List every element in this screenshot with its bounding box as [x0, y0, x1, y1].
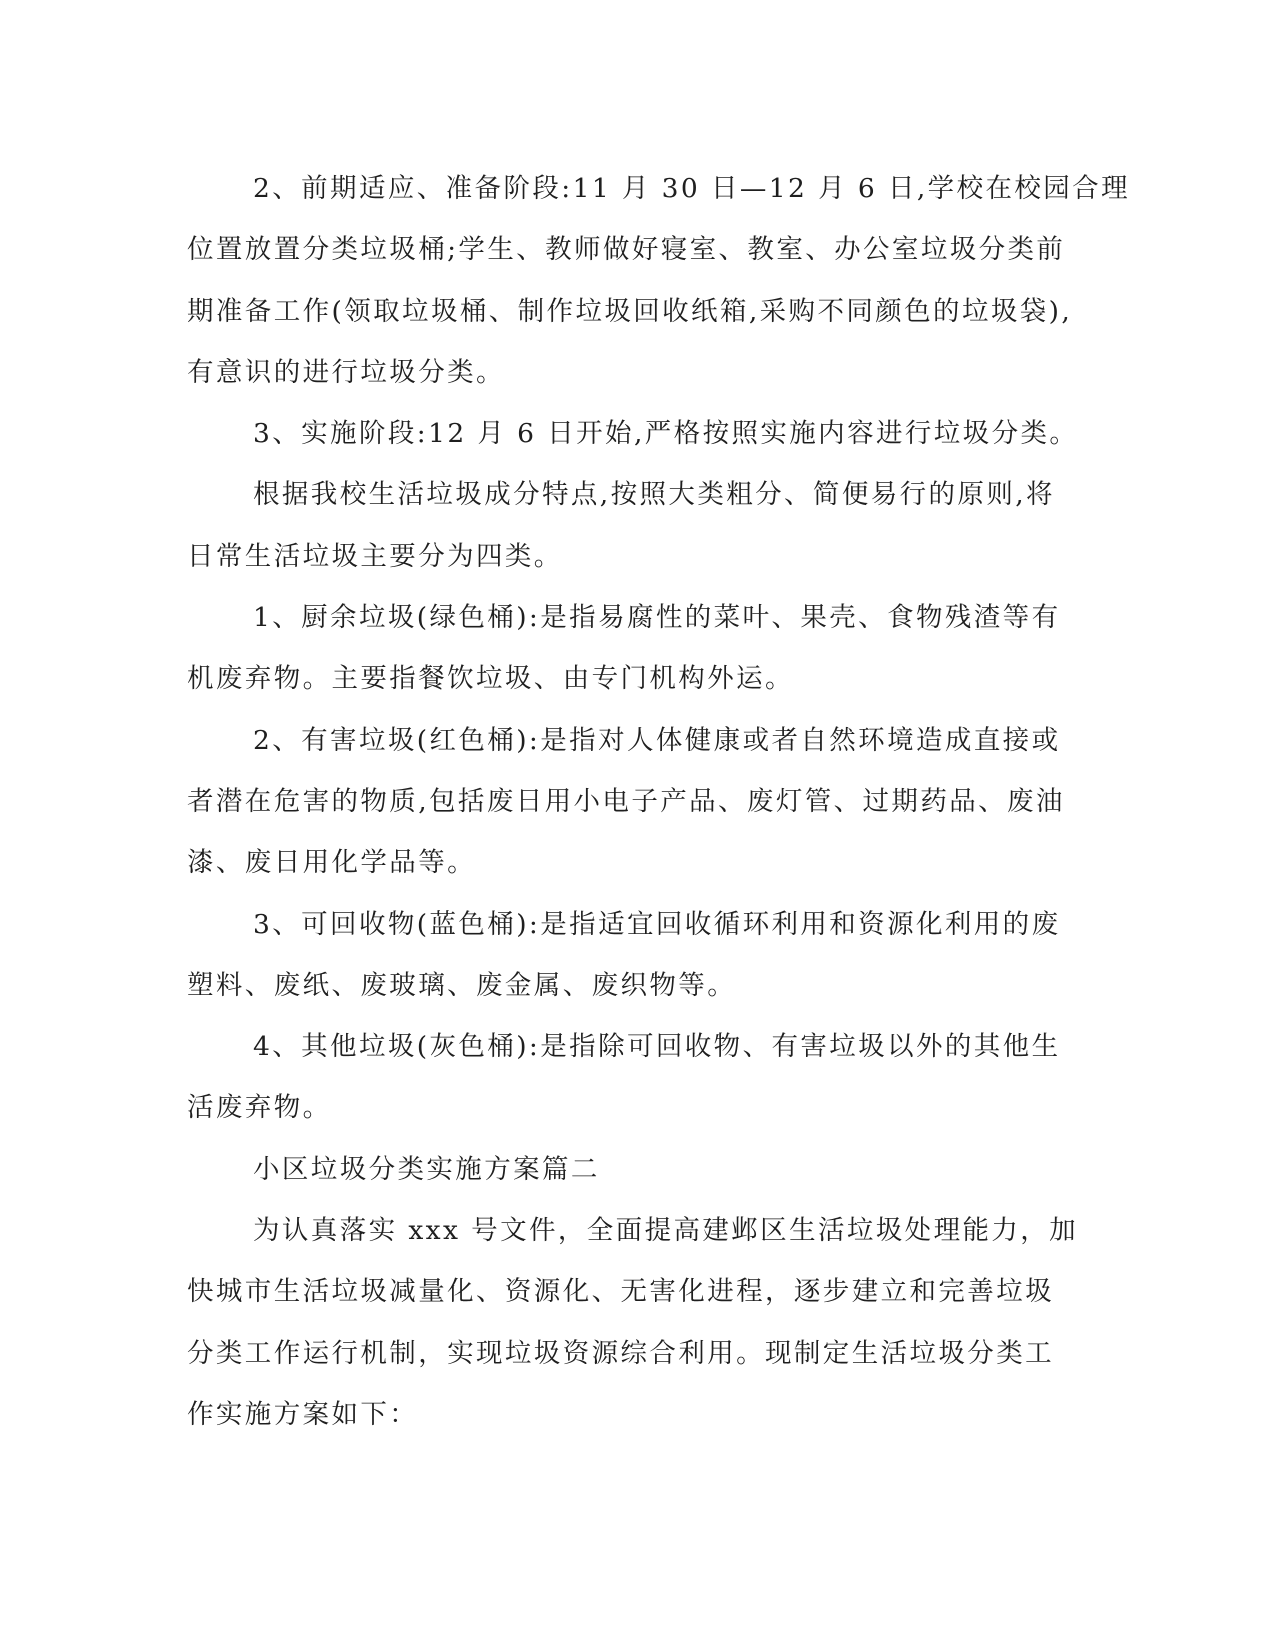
- text-line: 1、厨余垃圾(绿色桶):是指易腐性的菜叶、果壳、食物残渣等有: [253, 602, 1061, 634]
- text-line: 作实施方案如下：: [187, 1398, 419, 1430]
- text-line: 期准备工作(领取垃圾桶、制作垃圾回收纸箱,采购不同颜色的垃圾袋),: [187, 295, 1073, 327]
- section-heading: [187, 1139, 1082, 1200]
- paragraph-kitchen-waste: [187, 587, 1082, 710]
- text-line: 2、前期适应、准备阶段:11 月 30 日—12 月 6 日,学校在校园合理: [253, 173, 1130, 204]
- text-line: 有意识的进行垃圾分类。: [187, 356, 505, 388]
- text-line: 者潜在危害的物质,包括废日用小电子产品、废灯管、过期药品、废油: [187, 785, 1065, 817]
- text-line: 2、有害垃圾(红色桶):是指对人体健康或者自然环境造成直接或: [253, 724, 1061, 756]
- paragraph-hazardous-waste: [187, 710, 1082, 894]
- text-line: 日常生活垃圾主要分为四类。: [187, 540, 563, 572]
- paragraph-other-waste: [187, 1016, 1082, 1139]
- text-line: 3、可回收物(蓝色桶):是指适宜回收循环利用和资源化利用的废: [253, 908, 1061, 940]
- text-line: 位置放置分类垃圾桶;学生、教师做好寝室、教室、办公室垃圾分类前: [187, 234, 1066, 266]
- text-line: 为认真落实 xxx 号文件，全面提高建邺区生活垃圾处理能力，加: [253, 1215, 1079, 1247]
- paragraph-implementation-stage: [187, 403, 1082, 464]
- paragraph-classification-intro: [187, 464, 1082, 587]
- text-line: 机废弃物。主要指餐饮垃圾、由专门机构外运。: [187, 663, 794, 695]
- text-line: 3、实施阶段:12 月 6 日开始,严格按照实施内容进行垃圾分类。: [253, 418, 1079, 450]
- paragraph-recyclables: [187, 894, 1082, 1017]
- text-line: 快城市生活垃圾减量化、资源化、无害化进程，逐步建立和完善垃圾: [187, 1276, 1054, 1308]
- text-line: 漆、废日用化学品等。: [187, 847, 476, 879]
- text-line: 分类工作运行机制，实现垃圾资源综合利用。现制定生活垃圾分类工: [187, 1337, 1054, 1369]
- document-body: [187, 158, 1130, 1445]
- paragraph-preparation-stage: [187, 158, 1130, 403]
- text-line: 塑料、废纸、废玻璃、废金属、废织物等。: [187, 969, 737, 1001]
- text-line: 活废弃物。: [187, 1092, 332, 1124]
- heading-text: 小区垃圾分类实施方案篇二: [253, 1153, 600, 1185]
- paragraph-plan-intro: [187, 1200, 1082, 1445]
- text-line: 根据我校生活垃圾成分特点,按照大类粗分、简便易行的原则,将: [253, 479, 1055, 511]
- text-line: 4、其他垃圾(灰色桶):是指除可回收物、有害垃圾以外的其他生: [253, 1031, 1061, 1063]
